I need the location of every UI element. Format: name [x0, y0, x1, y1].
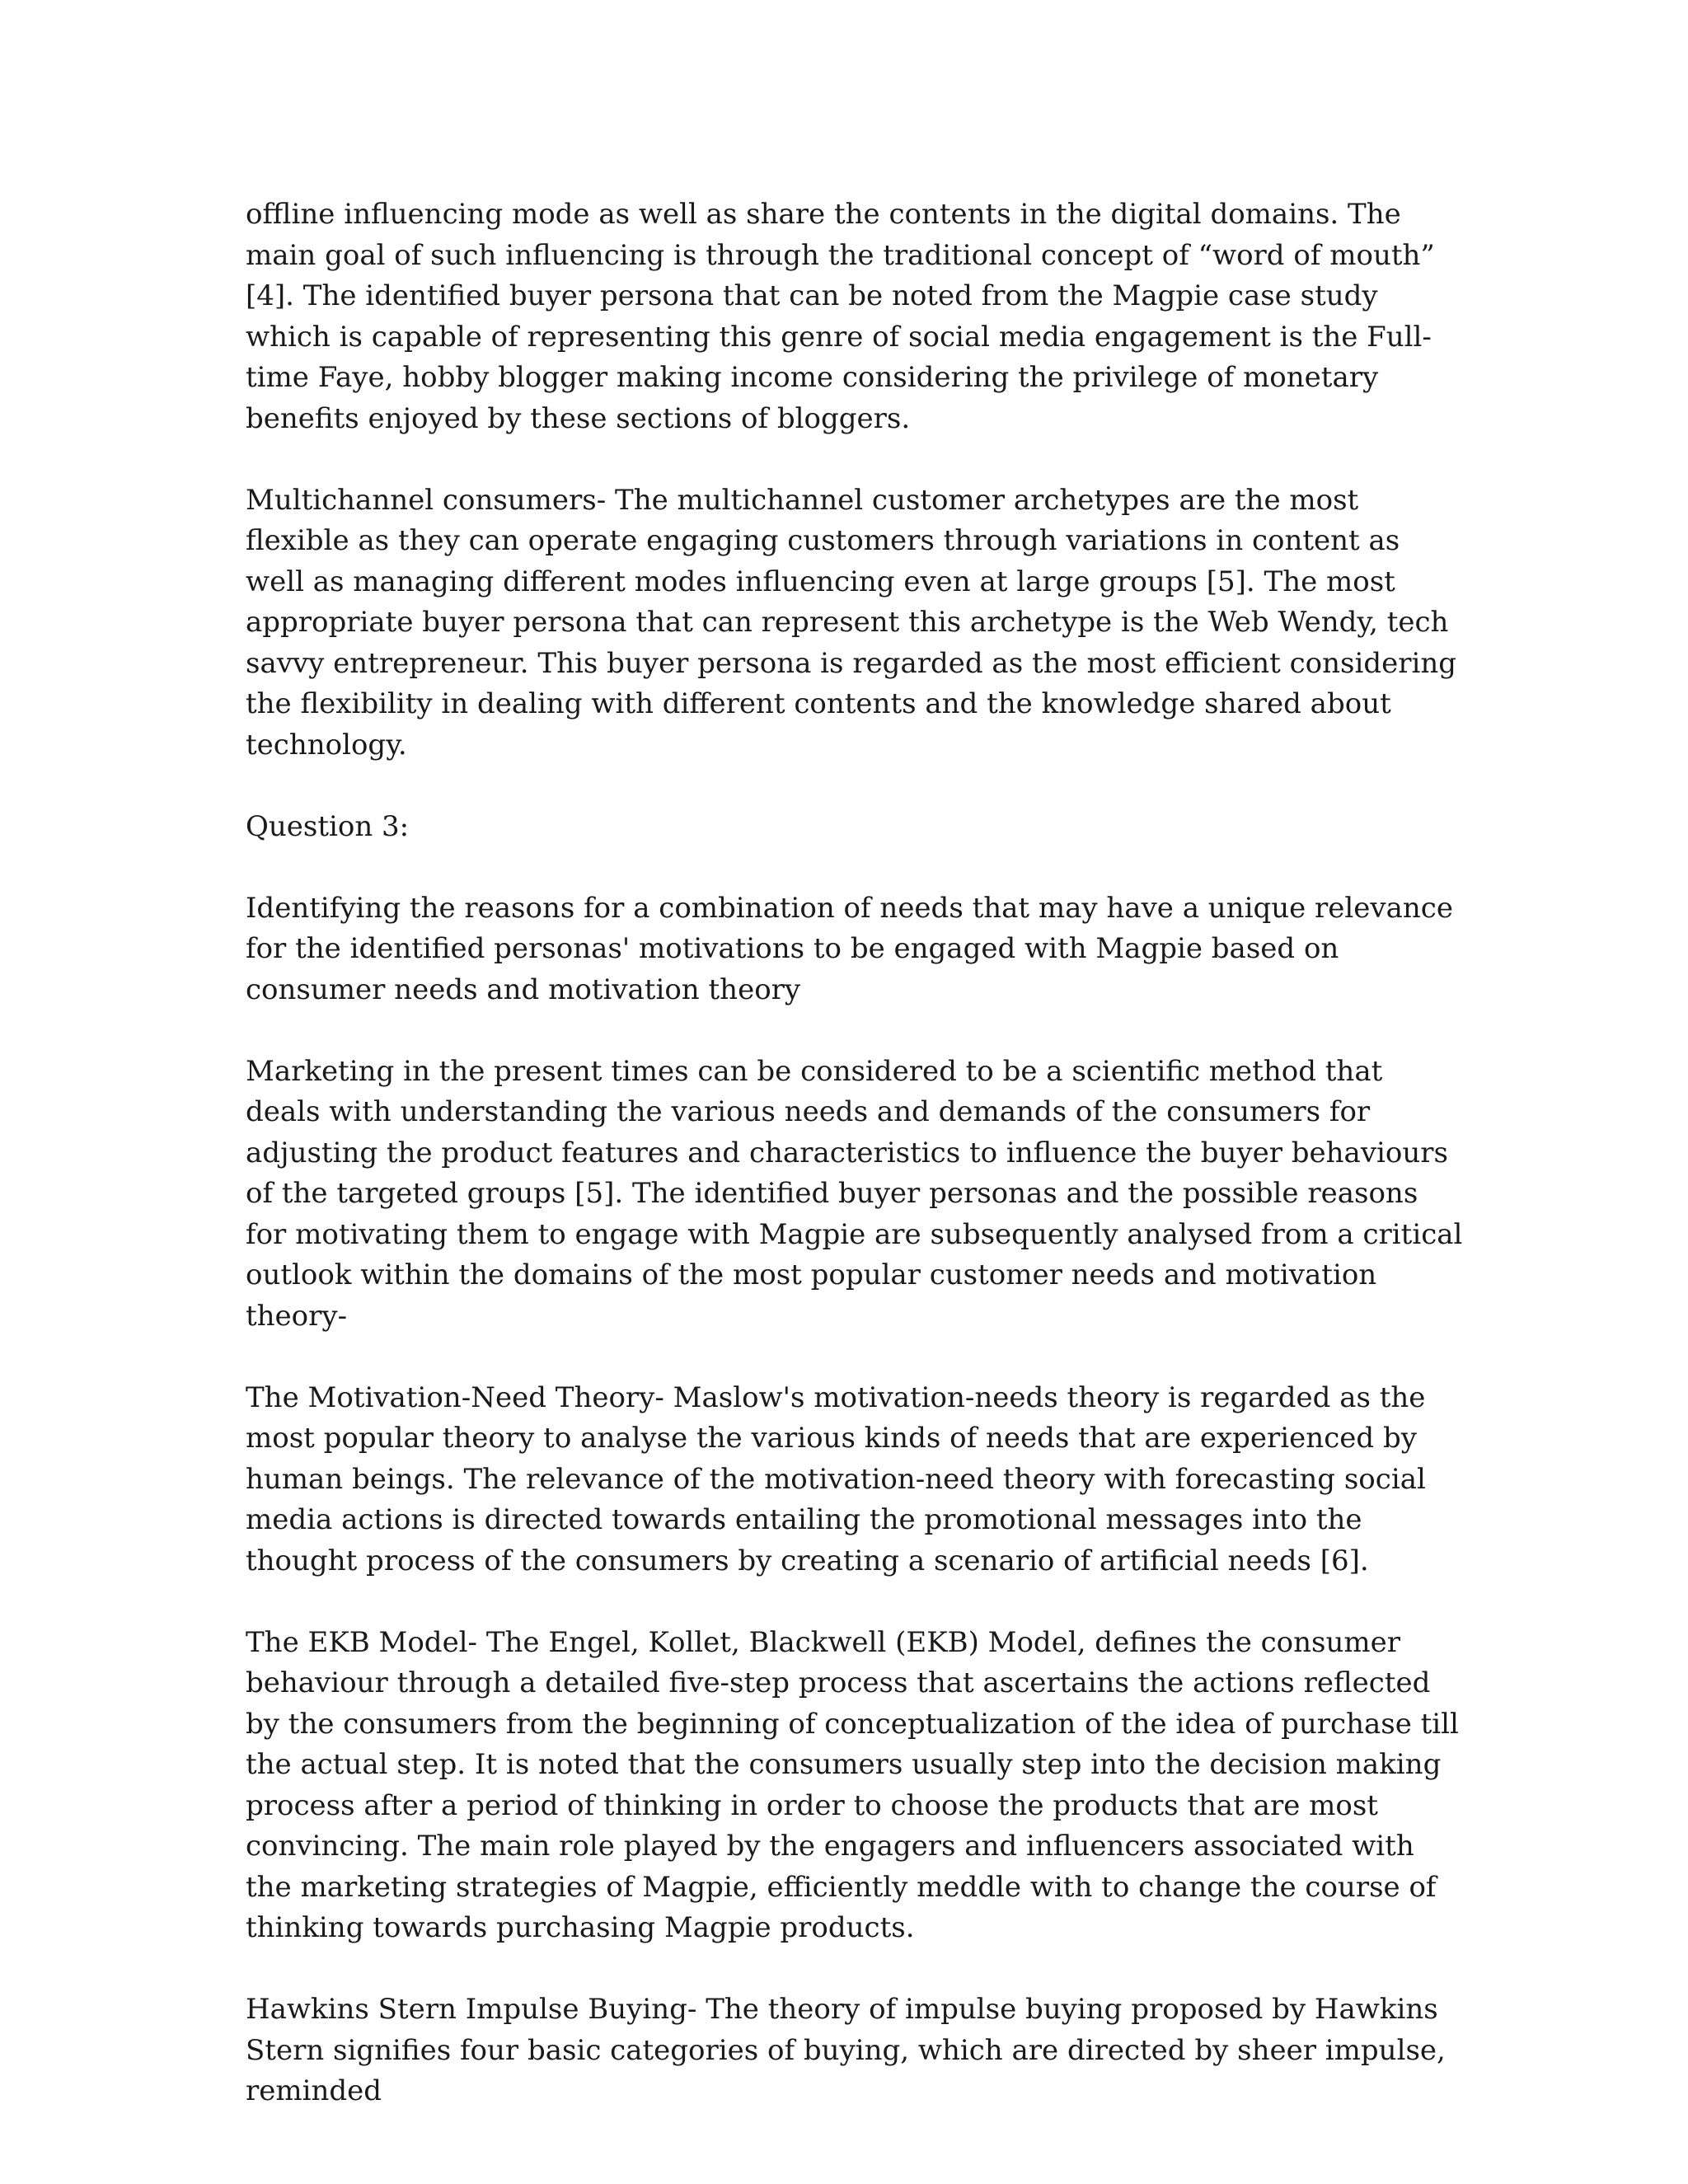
paragraph-motivation-need-theory: The Motivation-Need Theory- Maslow's motivation-needs theory is regarded as the most popular theory to analyse the various kinds of needs that are experienced by human beings. The relevance of the motivation-need theory with forecasting social media actions is directed towards entailing the promotional messages into the thought process of the consumers by creating a scenario of artificial needs [6]. — [246, 1380, 1426, 1577]
paragraph-question-prompt: Identifying the reasons for a combination of needs that may have a unique relevance for the identified personas' motivations to be engaged with Magpie based on consumer needs and motivation theory — [246, 891, 1453, 1006]
paragraph-impulse-buying: Hawkins Stern Impulse Buying- The theory of impulse buying proposed by Hawkins Stern signifies four basic categories of buying, which are directed by sheer impulse, reminded — [246, 1993, 1446, 2107]
paragraph-marketing: Marketing in the present times can be considered to be a scientific method that deals with understanding the various needs and demands of the consumers for adjusting the product features and characteristics to influence the buyer behaviours of the targeted groups [5]. The identified buyer personas and the possible reasons for motivating them to engage with Magpie are subsequently analysed from a critical outlook within the domains of the most popular customer needs and motivation theory- — [246, 1054, 1463, 1333]
question-heading: Question 3: — [246, 809, 410, 843]
paragraph-word-of-mouth: offline influencing mode as well as share the contents in the digital domains. The main goal of such influencing is through the traditional concept of “word of mouth” [4]. The identified buyer persona that can be noted from the Magpie case study which is capable of representing this genre of social media engagement is the Full-time Faye, hobby blogger making income considering the privilege of monetary benefits enjoyed by these sections of bloggers. — [246, 198, 1435, 435]
paragraph-multichannel-consumers: Multichannel consumers- The multichannel customer archetypes are the most flexible as they can operate engaging customers through variations in content as well as managing different modes influencing even at large groups [5]. The most appropriate buyer persona that can represent this archetype is the Web Wendy, tech savvy entrepreneur. This buyer persona is regarded as the most efficient considering the flexibility in dealing with different contents and the knowledge shared about technology. — [246, 483, 1457, 762]
paragraph-ekb-model: The EKB Model- The Engel, Kollet, Blackwell (EKB) Model, defines the consumer behaviour through a detailed five-step process that ascertains the actions reflected by the consumers from the beginning of conceptualization of the idea of purchase till the actual step. It is noted that the consumers usually step into the decision making process after a period of thinking in order to choose the products that are most convincing. The main role played by the engagers and influencers associated with the marketing strategies of Magpie, efficiently meddle with to change the course of thinking towards purchasing Magpie products. — [246, 1625, 1459, 1944]
document-body — [246, 194, 1465, 2112]
